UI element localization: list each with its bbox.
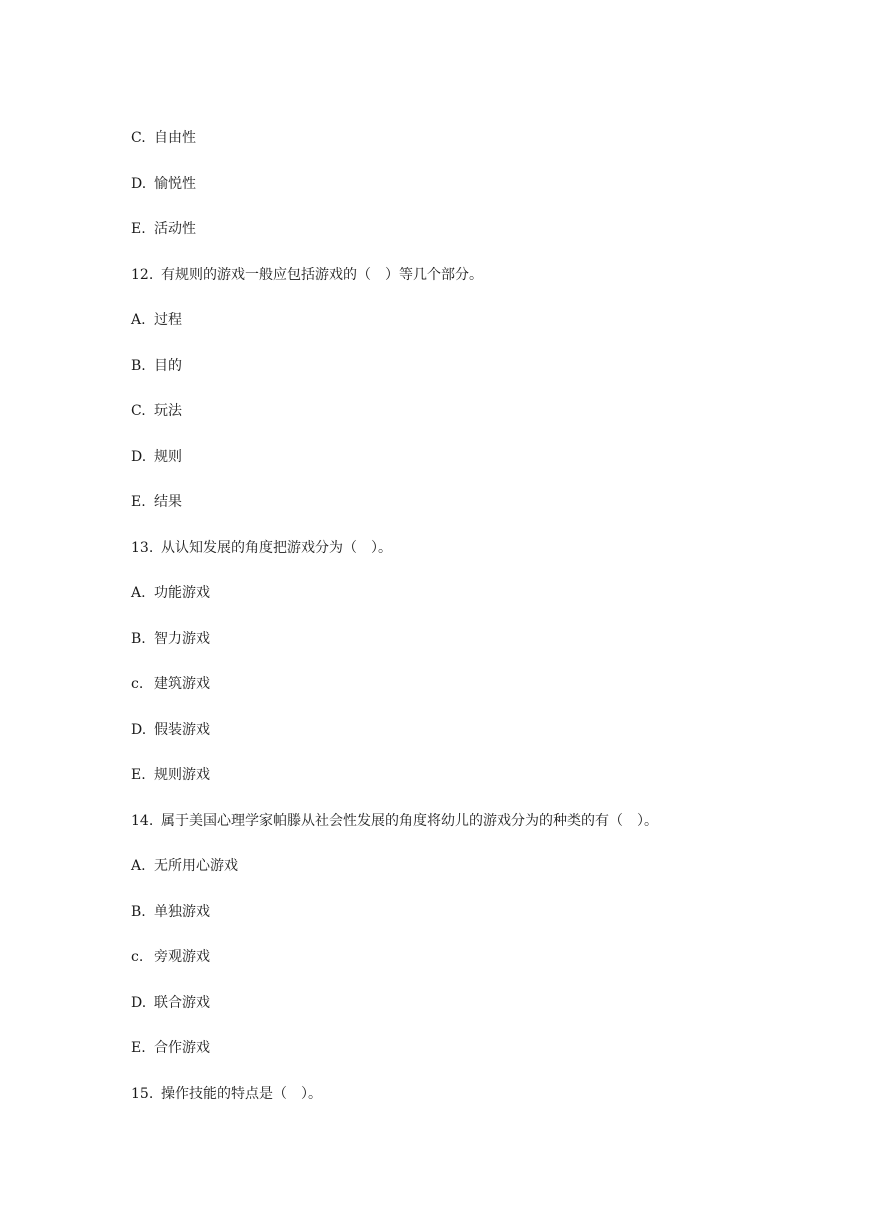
option-label: D. (131, 722, 147, 738)
question-14 (131, 811, 658, 831)
option-13-c (131, 674, 210, 694)
option-text: 过程 (154, 312, 182, 328)
option-text: 自由性 (154, 130, 196, 146)
option-label: D. (131, 449, 147, 465)
option-label: A. (131, 585, 146, 601)
option-label: A. (131, 858, 146, 874)
option-label: A. (131, 312, 146, 328)
question-text: 操作技能的特点是（ ）。 (161, 1086, 322, 1102)
option-label: B. (131, 631, 146, 647)
option-text: 规则游戏 (154, 767, 210, 783)
option-text: 合作游戏 (154, 1040, 210, 1056)
option-13-e (131, 765, 210, 785)
question-number: 15. (131, 1086, 154, 1102)
option-label: D. (131, 176, 147, 192)
option-11-d (131, 174, 196, 194)
question-13 (131, 538, 392, 558)
option-text: 单独游戏 (154, 904, 210, 920)
question-number: 13. (131, 540, 154, 556)
option-label: E. (131, 1040, 146, 1056)
option-14-d (131, 993, 210, 1013)
option-text: 旁观游戏 (154, 949, 210, 965)
option-text: 活动性 (154, 221, 196, 237)
option-12-b (131, 356, 182, 376)
option-label: c. (131, 676, 144, 692)
option-11-c (131, 128, 196, 148)
option-13-d (131, 720, 210, 740)
option-label: D. (131, 995, 147, 1011)
option-text: 结果 (154, 494, 182, 510)
option-text: 目的 (154, 358, 182, 374)
option-label: B. (131, 904, 146, 920)
option-label: E. (131, 767, 146, 783)
option-12-d (131, 447, 182, 467)
question-number: 12. (131, 267, 154, 283)
question-text: 从认知发展的角度把游戏分为（ ）。 (161, 540, 392, 556)
question-text: 有规则的游戏一般应包括游戏的（ ）等几个部分。 (161, 267, 483, 283)
option-label: E. (131, 221, 146, 237)
question-15 (131, 1084, 322, 1104)
option-label: B. (131, 358, 146, 374)
option-14-a (131, 856, 238, 876)
option-text: 假装游戏 (154, 722, 210, 738)
option-label: C. (131, 403, 146, 419)
option-text: 规则 (154, 449, 182, 465)
option-text: 功能游戏 (154, 585, 210, 601)
option-label: E. (131, 494, 146, 510)
option-13-b (131, 629, 210, 649)
question-text: 属于美国心理学家帕滕从社会性发展的角度将幼儿的游戏分为的种类的有（ ）。 (161, 813, 658, 829)
option-text: 无所用心游戏 (154, 858, 238, 874)
option-text: 智力游戏 (154, 631, 210, 647)
option-12-e (131, 492, 182, 512)
option-14-e (131, 1038, 210, 1058)
option-11-e (131, 219, 196, 239)
option-text: 联合游戏 (154, 995, 210, 1011)
option-text: 愉悦性 (154, 176, 196, 192)
option-text: 建筑游戏 (154, 676, 210, 692)
option-label: C. (131, 130, 146, 146)
option-13-a (131, 583, 210, 603)
question-12 (131, 265, 483, 285)
option-14-c (131, 947, 210, 967)
option-text: 玩法 (154, 403, 182, 419)
option-12-c (131, 401, 182, 421)
option-14-b (131, 902, 210, 922)
question-number: 14. (131, 813, 154, 829)
option-12-a (131, 310, 182, 330)
option-label: c. (131, 949, 144, 965)
